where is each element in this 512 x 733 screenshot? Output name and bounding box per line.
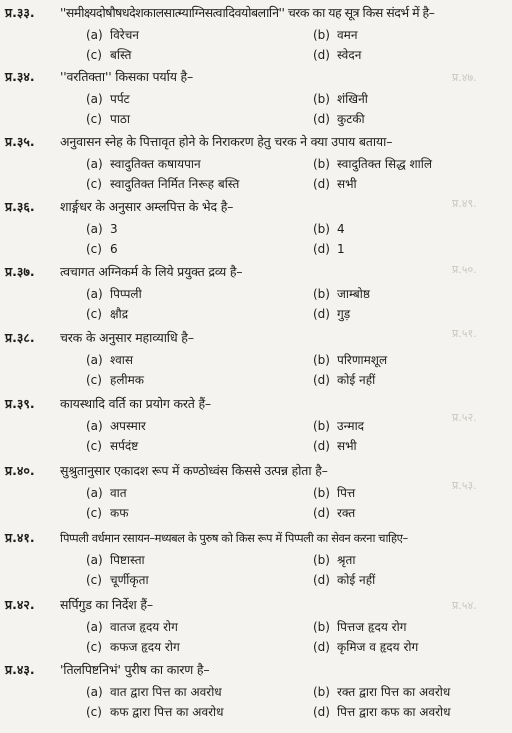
option-c: (c) पाठा (86, 112, 131, 126)
option-d: (d) सभी (313, 439, 357, 453)
question-number: प्र.४१. (5, 530, 35, 545)
question-row (0, 462, 512, 480)
option-c: (c) कफ (86, 506, 129, 520)
question-text: 'तिलपिष्टनिभं' पुरीष का कारण है– (60, 662, 210, 677)
question-row (0, 198, 512, 216)
option-d: (d) कृमिज व हृदय रोग (313, 640, 419, 654)
question-row (0, 395, 512, 413)
question-row (0, 4, 512, 22)
question-text: शार्ङ्गधर के अनुसार अम्लपित्त के भेद है– (60, 199, 234, 214)
option-c: (c) सर्पदंष्ट (86, 439, 139, 453)
question-row (0, 596, 512, 614)
question-number: प्र.३४. (5, 69, 35, 84)
option-a: (a) 3 (86, 222, 118, 236)
option-d: (d) रक्त (313, 506, 356, 520)
question-text: कायस्थादि वर्ति का प्रयोग करते हैं– (60, 396, 211, 411)
question-row (0, 68, 512, 86)
option-b: (b) परिणामशूल (313, 353, 388, 367)
option-a: (a) वात द्वारा पित्त का अवरोध (86, 685, 222, 699)
question-number: प्र.३६. (5, 199, 35, 214)
question-text: चरक के अनुसार महाव्याधि है– (60, 330, 194, 345)
question-number: प्र.४२. (5, 597, 35, 612)
option-c: (c) चूर्णीकृता (86, 573, 149, 587)
option-b: (b) पित्तज हृदय रोग (313, 620, 407, 634)
option-a: (a) विरेचन (86, 28, 139, 42)
question-number: प्र.३७. (5, 264, 35, 279)
option-b: (b) जाम्बोष्ठ (313, 287, 370, 301)
option-a: (a) पिष्टास्ता (86, 553, 145, 567)
option-c: (c) बस्ति (86, 48, 132, 62)
question-row (0, 529, 512, 547)
option-d: (d) सभी (313, 177, 357, 191)
question-row (0, 661, 512, 679)
option-a: (a) वातज हृदय रोग (86, 620, 178, 634)
show-through-mark: प्र.५३. (452, 479, 477, 492)
option-b: (b) श्रृता (313, 553, 356, 567)
option-b: (b) पित्त (313, 486, 356, 500)
question-text: सुश्रुतानुसार एकादश रूप में कण्ठोध्वंस किससे उत्पन्न होता है– (60, 463, 328, 478)
option-d: (d) गुड़ (313, 307, 351, 321)
option-a: (a) श्वास (86, 353, 133, 367)
show-through-mark: प्र.५१. (452, 327, 477, 340)
show-through-mark: प्र.५२. (452, 411, 477, 424)
question-row (0, 263, 512, 281)
question-number: प्र.३३. (5, 5, 35, 20)
question-text: सर्पिगुड का निर्देश हैं– (60, 597, 153, 612)
question-text: ''वरतिक्ता'' किसका पर्याय है– (60, 69, 194, 84)
option-b: (b) उन्माद (313, 419, 365, 433)
option-a: (a) पर्पट (86, 92, 130, 106)
option-c: (c) स्वादुतिक्त निर्मित निरूह बस्ति (86, 177, 240, 191)
option-c: (c) कफज हृदय रोग (86, 640, 180, 654)
option-b: (b) शंखिनी (313, 92, 368, 106)
option-a: (a) स्वादुतिक्त कषायपान (86, 157, 201, 171)
option-c: (c) कफ द्वारा पित्त का अवरोध (86, 705, 224, 719)
option-d: (d) पित्त द्वारा कफ का अवरोध (313, 705, 451, 719)
option-d: (d) कोई नहीं (313, 573, 376, 587)
show-through-mark: प्र.५०. (452, 263, 477, 276)
option-d: (d) कुटकी (313, 112, 365, 126)
option-a: (a) पिप्पली (86, 287, 142, 301)
option-c: (c) क्षौद्र (86, 307, 129, 321)
option-b: (b) 4 (313, 222, 345, 236)
question-row (0, 133, 512, 151)
option-b: (b) स्वादुतिक्त सिद्ध शालि (313, 157, 432, 171)
option-d: (d) कोई नहीं (313, 373, 376, 387)
show-through-mark: प्र.५४. (452, 599, 477, 612)
show-through-mark: प्र.४७. (452, 71, 477, 84)
question-number: प्र.३५. (5, 134, 35, 149)
question-text: अनुवासन स्नेह के पित्तावृत होने के निराकरण हेतु चरक ने क्या उपाय बताया– (60, 134, 393, 149)
option-d: (d) 1 (313, 242, 345, 256)
question-row (0, 329, 512, 347)
question-number: प्र.४०. (5, 463, 35, 478)
option-d: (d) स्वेदन (313, 48, 362, 62)
question-number: प्र.३९. (5, 396, 35, 411)
option-c: (c) हलीमक (86, 373, 145, 387)
question-text: त्वचागत अग्निकर्म के लिये प्रयुक्त द्रव्य है– (60, 264, 243, 279)
question-number: प्र.३८. (5, 330, 35, 345)
option-a: (a) वात (86, 486, 127, 500)
option-a: (a) अपस्मार (86, 419, 146, 433)
option-c: (c) 6 (86, 242, 118, 256)
show-through-mark: प्र.४९. (452, 197, 477, 210)
question-number: प्र.४३. (5, 662, 35, 677)
question-text: पिप्पली वर्धमान रसायन–मध्यबल के पुरुष को किस रूप में पिप्पली का सेवन करना चाहिए– (60, 531, 408, 545)
question-text: ''समीक्ष्यदोषौषधदेशकालसात्म्याग्निसत्वादिवयोबलानि'' चरक का यह सूत्र किस संदर्भ में है– (60, 5, 435, 20)
option-b: (b) वमन (313, 28, 358, 42)
option-b: (b) रक्त द्वारा पित्त का अवरोध (313, 685, 451, 699)
